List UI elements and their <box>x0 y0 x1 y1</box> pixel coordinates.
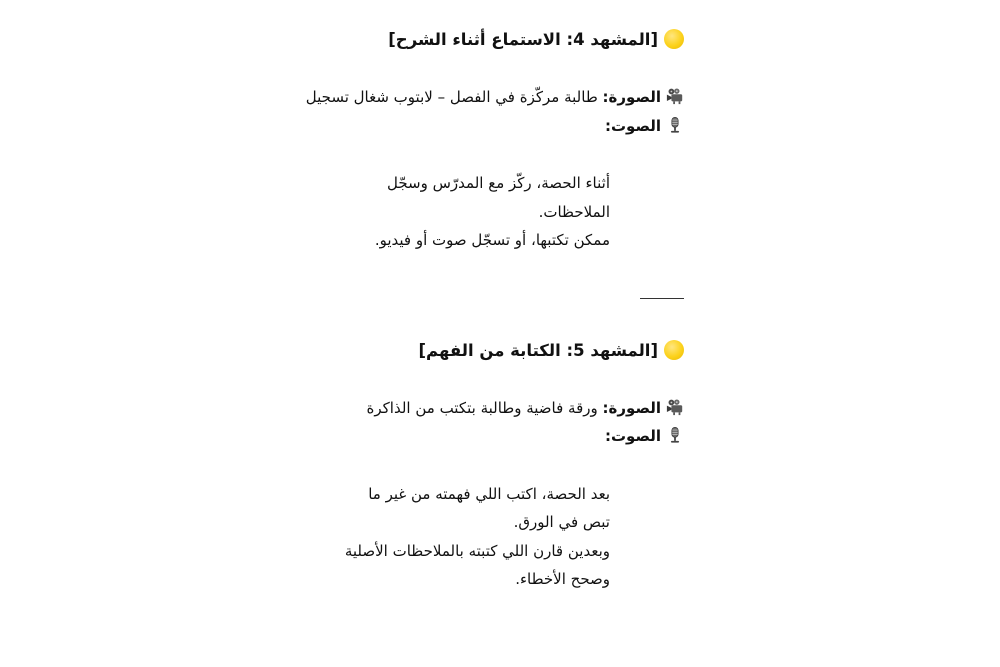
scene-5-audio-line <box>304 422 684 451</box>
scene-5 <box>304 337 684 594</box>
studio-microphone-icon <box>666 426 684 444</box>
scene-4-audio-label: الصوت: <box>604 116 661 135</box>
scene-4-image-label: الصورة: <box>602 88 661 106</box>
film-projector-icon <box>666 398 684 416</box>
scene-4-image-text: طالبة مركّزة في الفصل – لابتوب شغال تسجيل <box>305 88 598 106</box>
scene-4 <box>304 26 684 255</box>
scene-4-audio-line-2: الملاحظات. <box>538 202 610 221</box>
scene-5-audio-line-1: بعد الحصة، اكتب اللي فهمته من غير ما <box>368 484 610 503</box>
scene-5-audio-line-3: وبعدين قارن اللي كتبته بالملاحظات الأصلية <box>344 541 610 560</box>
scene-5-audio-block <box>310 480 684 594</box>
scene-5-image-text: ورقة فاضية وطالبة بتكتب من الذاكرة <box>366 398 598 417</box>
studio-microphone-icon <box>666 116 684 134</box>
scene-5-heading: [المشهد 5: الكتابة من الفهم] <box>304 337 684 365</box>
script-column <box>304 26 684 594</box>
yellow-circle-icon <box>664 340 684 360</box>
scene-4-audio-line-1: أثناء الحصة، ركّز مع المدرّس وسجّل <box>386 174 610 192</box>
scene-4-image-line <box>304 83 684 112</box>
scene-5-image-label: الصورة: <box>602 398 661 417</box>
scene-5-audio-line-4: وصحح الأخطاء. <box>515 570 610 588</box>
scene-5-audio-line-2: تبص في الورق. <box>513 513 610 531</box>
scene-4-heading: [المشهد 4: الاستماع أثناء الشرح] <box>304 26 684 54</box>
scene-4-audio-line-3: ممكن تكتبها، أو تسجّل صوت أو فيديو. <box>374 231 610 249</box>
film-projector-icon <box>666 87 684 105</box>
scene-4-audio-block <box>310 169 684 255</box>
scene-5-audio-label: الصوت: <box>604 427 661 445</box>
scene-5-image-line <box>304 394 684 423</box>
scene-4-audio-line <box>304 112 684 141</box>
yellow-circle-icon <box>664 29 684 49</box>
